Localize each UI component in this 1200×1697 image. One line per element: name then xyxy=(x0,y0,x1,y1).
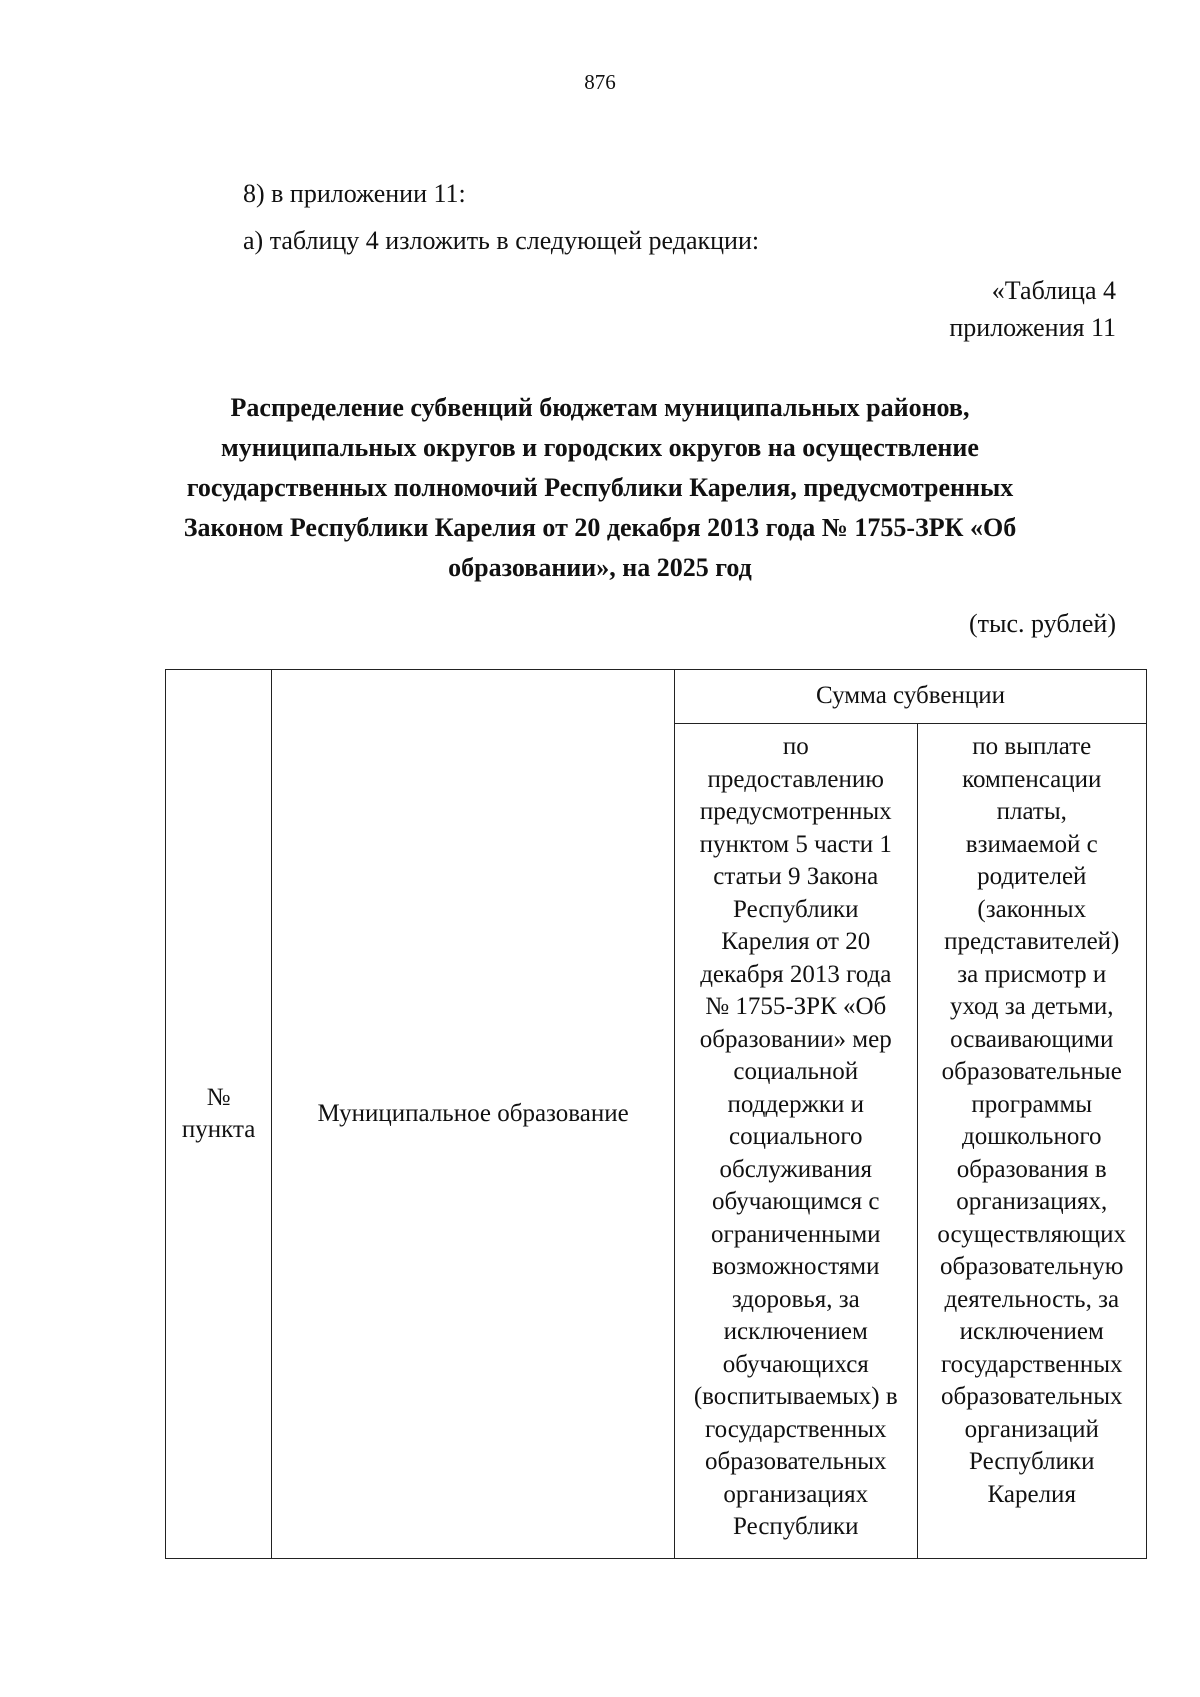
heading-line: муниципальных округов и городских округов на осуществление xyxy=(221,433,979,462)
header-line: (воспитываемых) в xyxy=(693,1383,898,1410)
header-line: дошкольного xyxy=(962,1123,1102,1150)
header-line: социального xyxy=(728,1123,863,1150)
header-line: по xyxy=(782,733,809,760)
table-header-row xyxy=(166,670,1147,724)
header-line: государственных xyxy=(940,1350,1123,1378)
header-line: за присмотр и xyxy=(957,960,1107,988)
header-line: государственных xyxy=(704,1415,887,1443)
header-line: Карелия от 20 xyxy=(721,928,871,955)
header-line: осваивающими xyxy=(950,1025,1114,1053)
header-line: обучающимся с xyxy=(712,1188,880,1215)
header-line: Республики xyxy=(969,1448,1095,1475)
header-line: статьи 9 Закона xyxy=(713,863,879,890)
header-municipality: Муниципальное образование xyxy=(272,670,675,1559)
header-line: родителей xyxy=(977,863,1087,890)
header-line: предусмотренных xyxy=(699,798,892,825)
header-line: декабря 2013 года xyxy=(700,960,892,988)
header-line: № 1755-ЗРК «Об xyxy=(705,993,887,1020)
header-line: пункта xyxy=(181,1116,256,1143)
header-line: представителей) xyxy=(944,928,1120,955)
header-line: Республики xyxy=(733,895,859,923)
header-line: пунктом 5 части 1 xyxy=(699,830,892,858)
header-line: обучающихся xyxy=(722,1350,869,1378)
header-line: исключением xyxy=(723,1318,868,1345)
header-subvention-amount: Сумма субвенции xyxy=(675,670,1147,724)
header-line: здоровья, за xyxy=(731,1285,860,1313)
header-line: предоставлению xyxy=(707,765,884,793)
header-line: организаций xyxy=(964,1415,1099,1443)
header-line: взимаемой с xyxy=(965,830,1098,858)
header-line: поддержки и xyxy=(727,1090,865,1118)
header-line: социальной xyxy=(733,1058,859,1085)
header-line: обслуживания xyxy=(719,1155,872,1183)
header-line: по выплате xyxy=(972,733,1092,760)
header-line: программы xyxy=(971,1090,1093,1118)
header-social-support-column xyxy=(675,724,917,1559)
table-reference-line-1: «Таблица 4 xyxy=(991,276,1116,305)
header-line: образовательных xyxy=(940,1383,1123,1410)
header-line: образовании» мер xyxy=(699,1025,892,1053)
page-number: 876 xyxy=(584,70,616,94)
unit-note: (тыс. рублей) xyxy=(968,609,1116,638)
header-line: образовательную xyxy=(940,1253,1124,1280)
header-line: компенсации xyxy=(962,765,1102,793)
header-line: уход за детьми, xyxy=(949,993,1114,1020)
paragraph-item-8: 8) в приложении 11: xyxy=(243,179,466,208)
header-line: возможностями xyxy=(711,1253,880,1280)
header-line: Карелия xyxy=(987,1480,1076,1508)
heading-line: Распределение субвенций бюджетам муниципальных районов, xyxy=(230,393,970,422)
header-item-number xyxy=(166,670,272,1559)
header-line: образовательных xyxy=(704,1448,887,1475)
header-line: платы, xyxy=(996,798,1067,825)
header-line: осуществляющих xyxy=(937,1220,1127,1248)
header-line: (законных xyxy=(977,895,1087,923)
subvention-table xyxy=(165,669,1147,1559)
header-line: образования в xyxy=(956,1155,1107,1183)
header-line: образовательные xyxy=(941,1058,1122,1085)
paragraph-subitem-a: а) таблицу 4 изложить в следующей редакции: xyxy=(243,226,760,255)
heading-line: государственных полномочий Республики Карелия, предусмотренных xyxy=(186,473,1014,502)
header-line: Республики xyxy=(733,1513,859,1540)
table-reference-line-2: приложения 11 xyxy=(949,313,1116,342)
header-line: исключением xyxy=(959,1318,1104,1345)
header-line: организациях xyxy=(723,1480,869,1508)
heading-line: Законом Республики Карелия от 20 декабря 2013 года № 1755-ЗРК «Об xyxy=(183,513,1017,542)
header-line: № xyxy=(206,1083,231,1111)
header-line: организациях, xyxy=(956,1188,1108,1215)
document-heading xyxy=(160,388,1040,588)
header-line: ограниченными xyxy=(710,1220,881,1248)
header-line: деятельность, за xyxy=(944,1285,1120,1313)
heading-line: образовании», на 2025 год xyxy=(448,553,752,582)
header-parental-fee-compensation-column xyxy=(917,724,1147,1559)
